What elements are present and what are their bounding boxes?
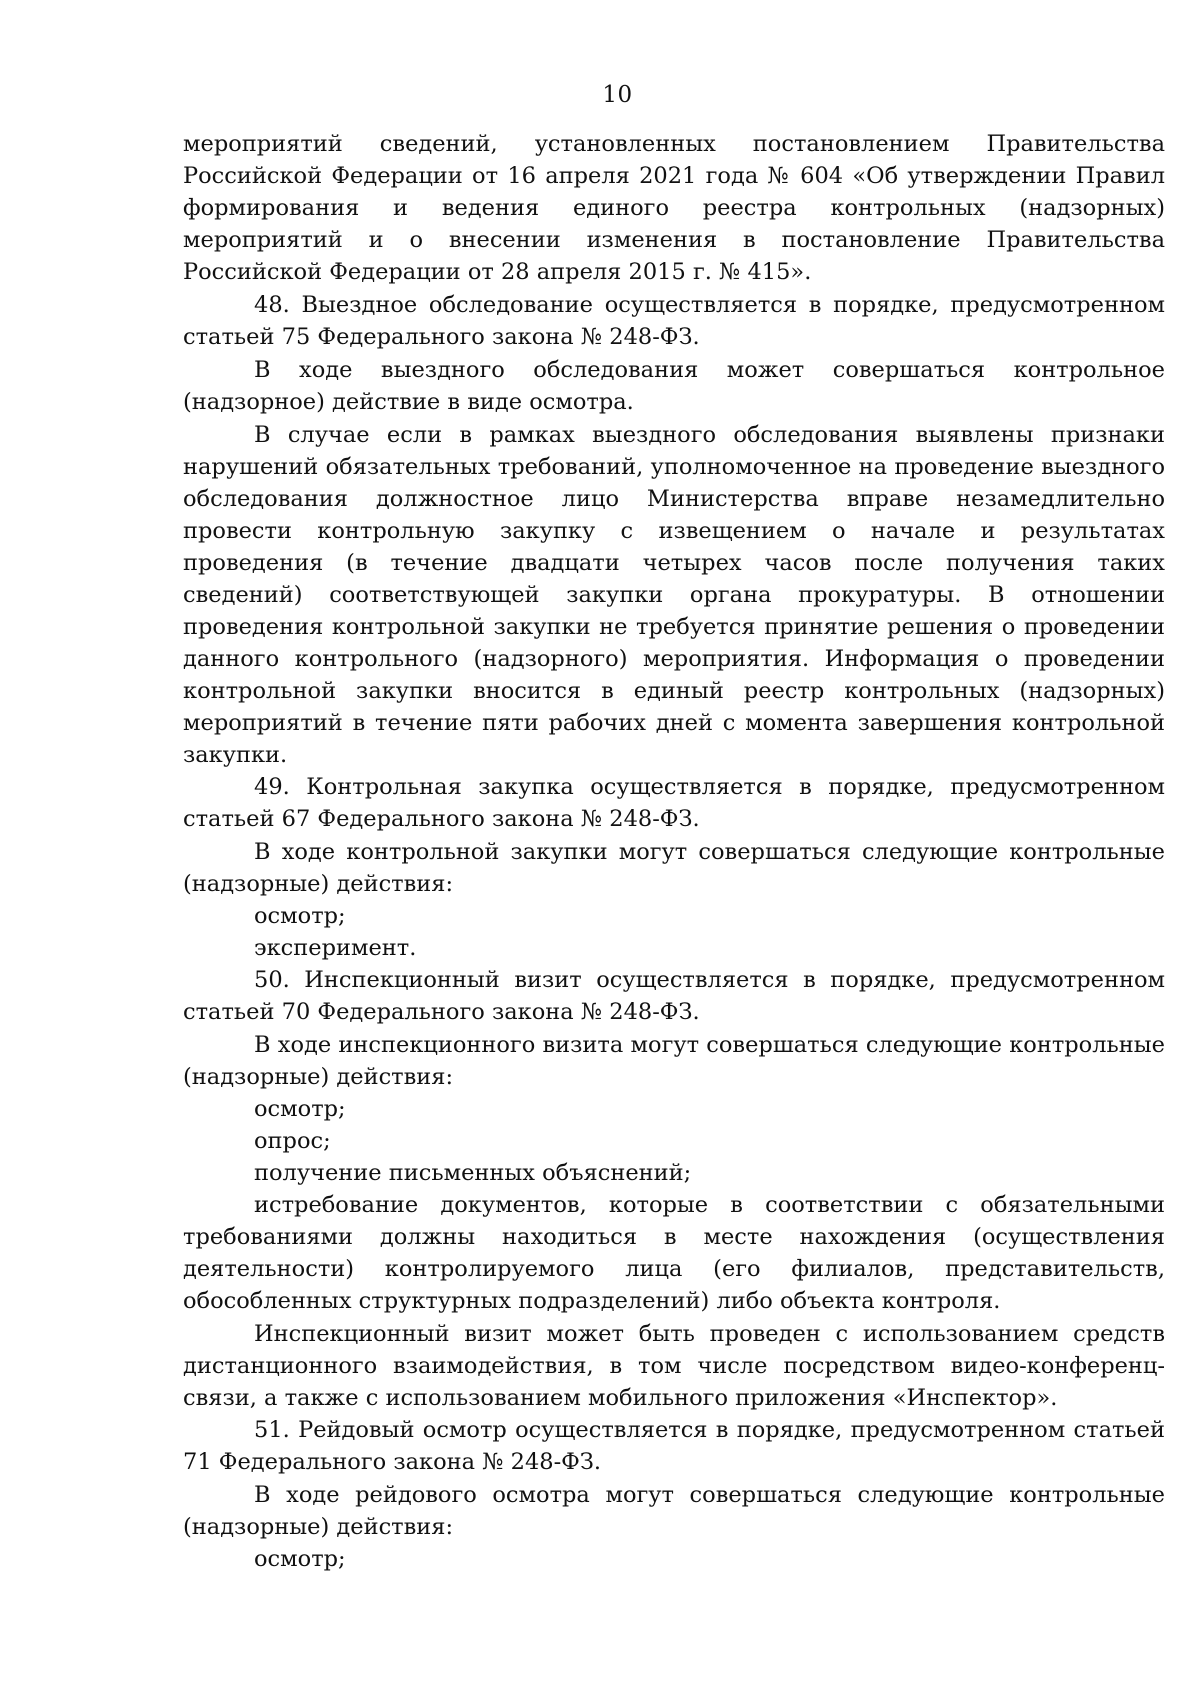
list-item: эксперимент.: [254, 935, 417, 961]
paragraph: 50. Инспекционный визит осуществляется в порядке, предусмотренном статьей 70 Федерального закона № 248-ФЗ.: [183, 967, 1165, 1025]
paragraph: 49. Контрольная закупка осуществляется в порядке, предусмотренном статьей 67 Федерального закона № 248-ФЗ.: [183, 774, 1165, 832]
paragraph: В ходе выездного обследования может совершаться контрольное (надзорное) действие в виде осмотра.: [183, 357, 1165, 415]
paragraph: В ходе контрольной закупки могут совершаться следующие контрольные (надзорные) действия:: [183, 839, 1165, 897]
list-item: осмотр;: [254, 1096, 346, 1122]
paragraph: Инспекционный визит может быть проведен с использованием средств дистанционного взаимодействия, в том числе посредством видео-конференц-связи, а также с использованием мобильного приложения «Инспектор».: [183, 1321, 1165, 1411]
list-item: истребование документов, которые в соответствии с обязательными требованиями должны находиться в месте нахождения (осуществления деятельности) контролируемого лица (его филиалов, представительств, обособленных структурных подразделений) либо объекта контроля.: [183, 1192, 1165, 1314]
paragraph: В ходе инспекционного визита могут совершаться следующие контрольные (надзорные) действия:: [183, 1032, 1165, 1090]
page-number: 10: [602, 82, 633, 108]
list-item: осмотр;: [254, 1546, 346, 1572]
paragraph: 48. Выездное обследование осуществляется в порядке, предусмотренном статьей 75 Федерального закона № 248-ФЗ.: [183, 292, 1165, 350]
paragraph: В ходе рейдового осмотра могут совершаться следующие контрольные (надзорные) действия:: [183, 1482, 1165, 1540]
paragraph: мероприятий сведений, установленных постановлением Правительства Российской Федерации от 16 апреля 2021 года № 604 «Об утверждении Правил формирования и ведения единого реестра контрольных (надзорных) мероприятий и о внесении изменения в постановление Правительства Российской Федерации от 28 апреля 2015 г. № 415».: [183, 131, 1165, 285]
list-item: получение письменных объяснений;: [254, 1160, 692, 1186]
paragraph: В случае если в рамках выездного обследования выявлены признаки нарушений обязательных требований, уполномоченное на проведение выездного обследования должностное лицо Министерства вправе незамедлительно провести контрольную закупку с извещением о начале и результатах проведения (в течение двадцати четырех часов после получения таких сведений) соответствующей закупки органа прокуратуры. В отношении проведения контрольной закупки не требуется принятие решения о проведении данного контрольного (надзорного) мероприятия. Информация о проведении контрольной закупки вносится в единый реестр контрольных (надзорных) мероприятий в течение пяти рабочих дней с момента завершения контрольной закупки.: [183, 422, 1165, 768]
document-body: [183, 128, 1165, 1575]
paragraph: 51. Рейдовый осмотр осуществляется в порядке, предусмотренном статьей 71 Федерального закона № 248-ФЗ.: [183, 1417, 1165, 1475]
list-item: опрос;: [254, 1128, 331, 1154]
list-item: осмотр;: [254, 903, 346, 929]
